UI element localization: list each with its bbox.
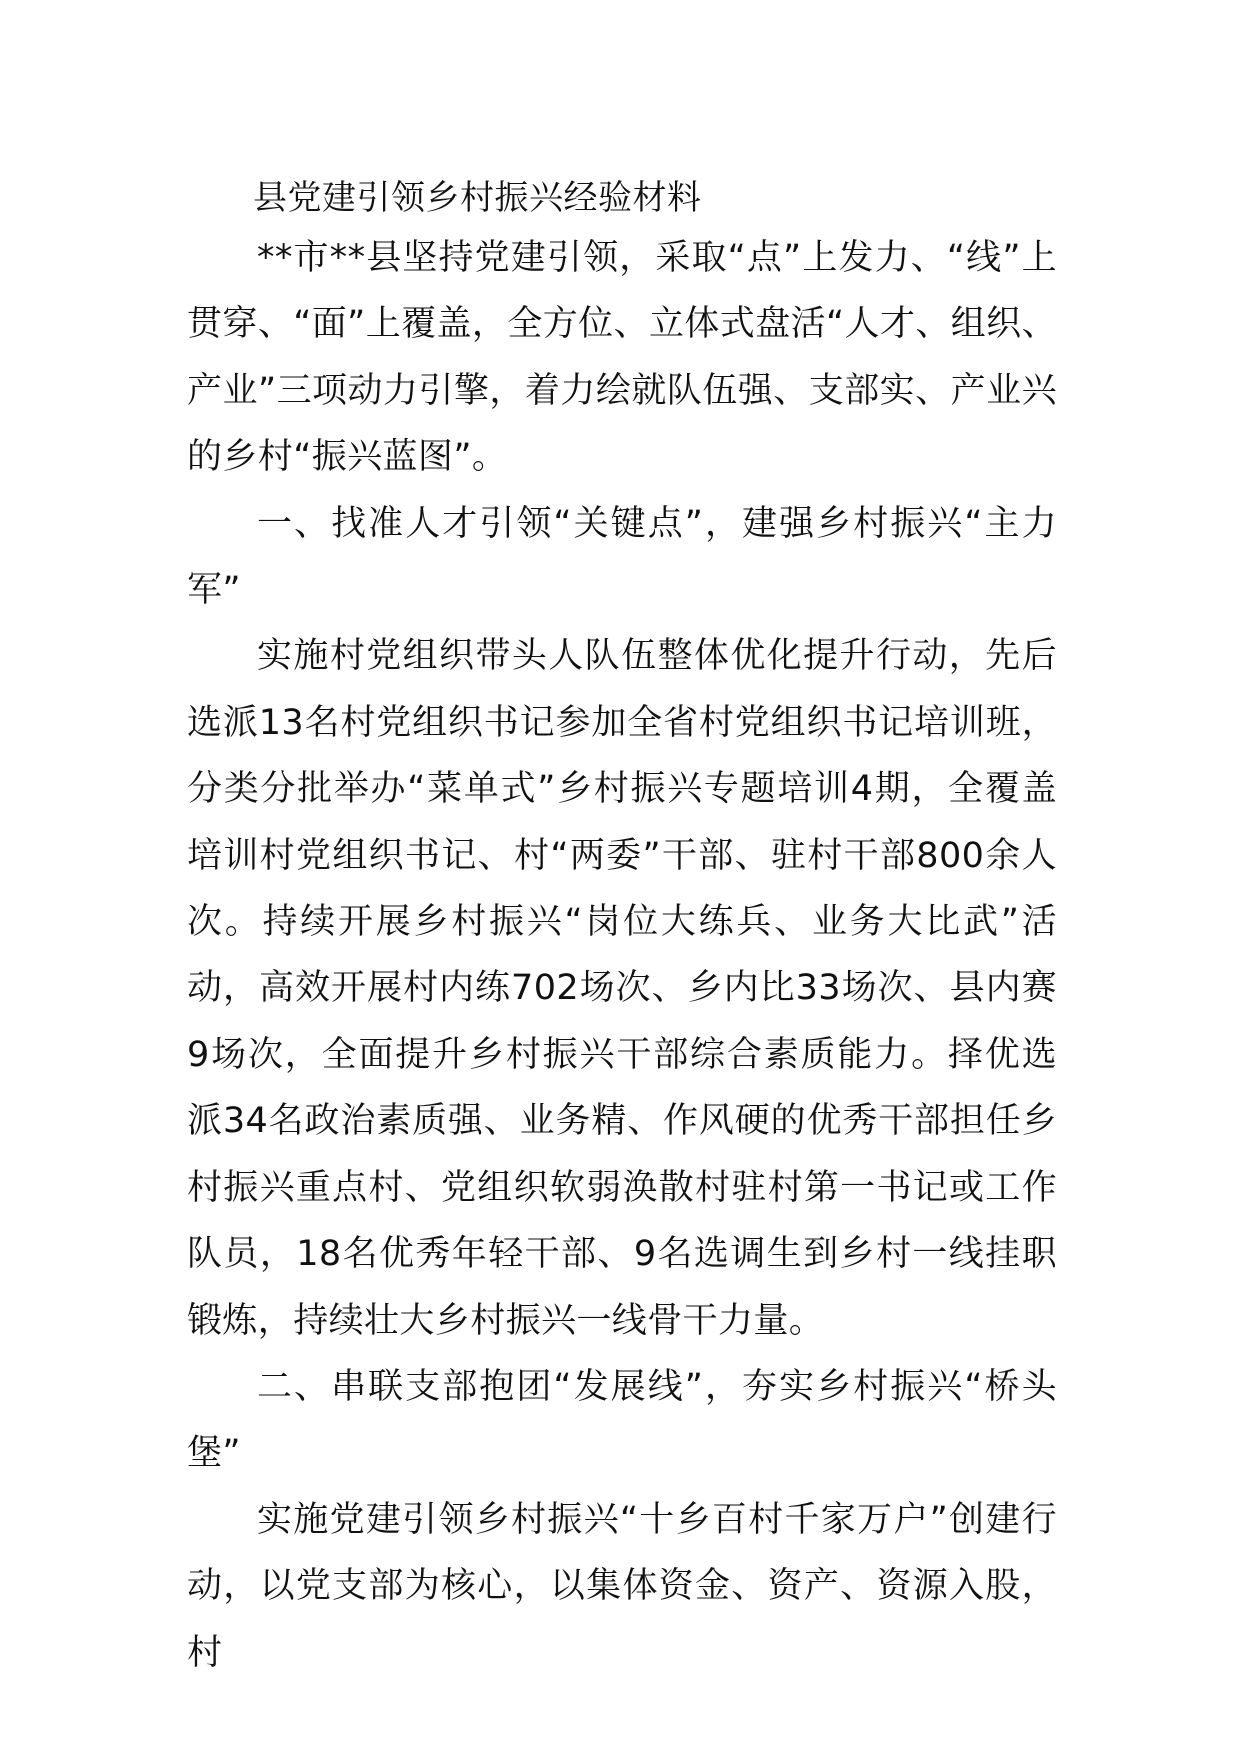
- section-1-paragraph: 实施村党组织带头人队伍整体优化提升行动，先后选派13名村党组织书记参加全省村党组织书记培训班，分类分批举办“菜单式”乡村振兴专题培训4期，全覆盖培训村党组织书记、村“两委”干部、驻村干部800余人次。持续开展乡村振兴“岗位大练兵、业务大比武”活动，高效开展村内练702场次、乡内比33场次、县内赛9场次，全面提升乡村振兴干部综合素质能力。择优选派34名政治素质强、业务精、作风硬的优秀干部担任乡村振兴重点村、党组织软弱涣散村驻村第一书记或工作队员，18名优秀年轻干部、9名选调生到乡村一线挂职锻炼，持续壮大乡村振兴一线骨干力量。: [187, 636, 1057, 1341]
- section-2-paragraph: 实施党建引领乡村振兴“十乡百村千家万户”创建行动，以党支部为核心，以集体资金、资产、资源入股，村: [187, 1499, 1057, 1673]
- intro-paragraph: **市**县坚持党建引领，采取“点”上发力、“线”上贯穿、“面”上覆盖，全方位、立体式盘活“人才、组织、产业”三项动力引擎，着力绘就队伍强、支部实、产业兴的乡村“振兴蓝图”。: [187, 238, 1057, 478]
- section-heading-1: 一、找准人才引领“关键点”，建强乡村振兴“主力军”: [187, 503, 1057, 611]
- document-title: 县党建引领乡村振兴经验材料: [253, 178, 702, 218]
- section-heading-2: 二、串联支部抱团“发展线”，夯实乡村振兴“桥头堡”: [187, 1366, 1057, 1474]
- document-body: [187, 225, 1057, 1686]
